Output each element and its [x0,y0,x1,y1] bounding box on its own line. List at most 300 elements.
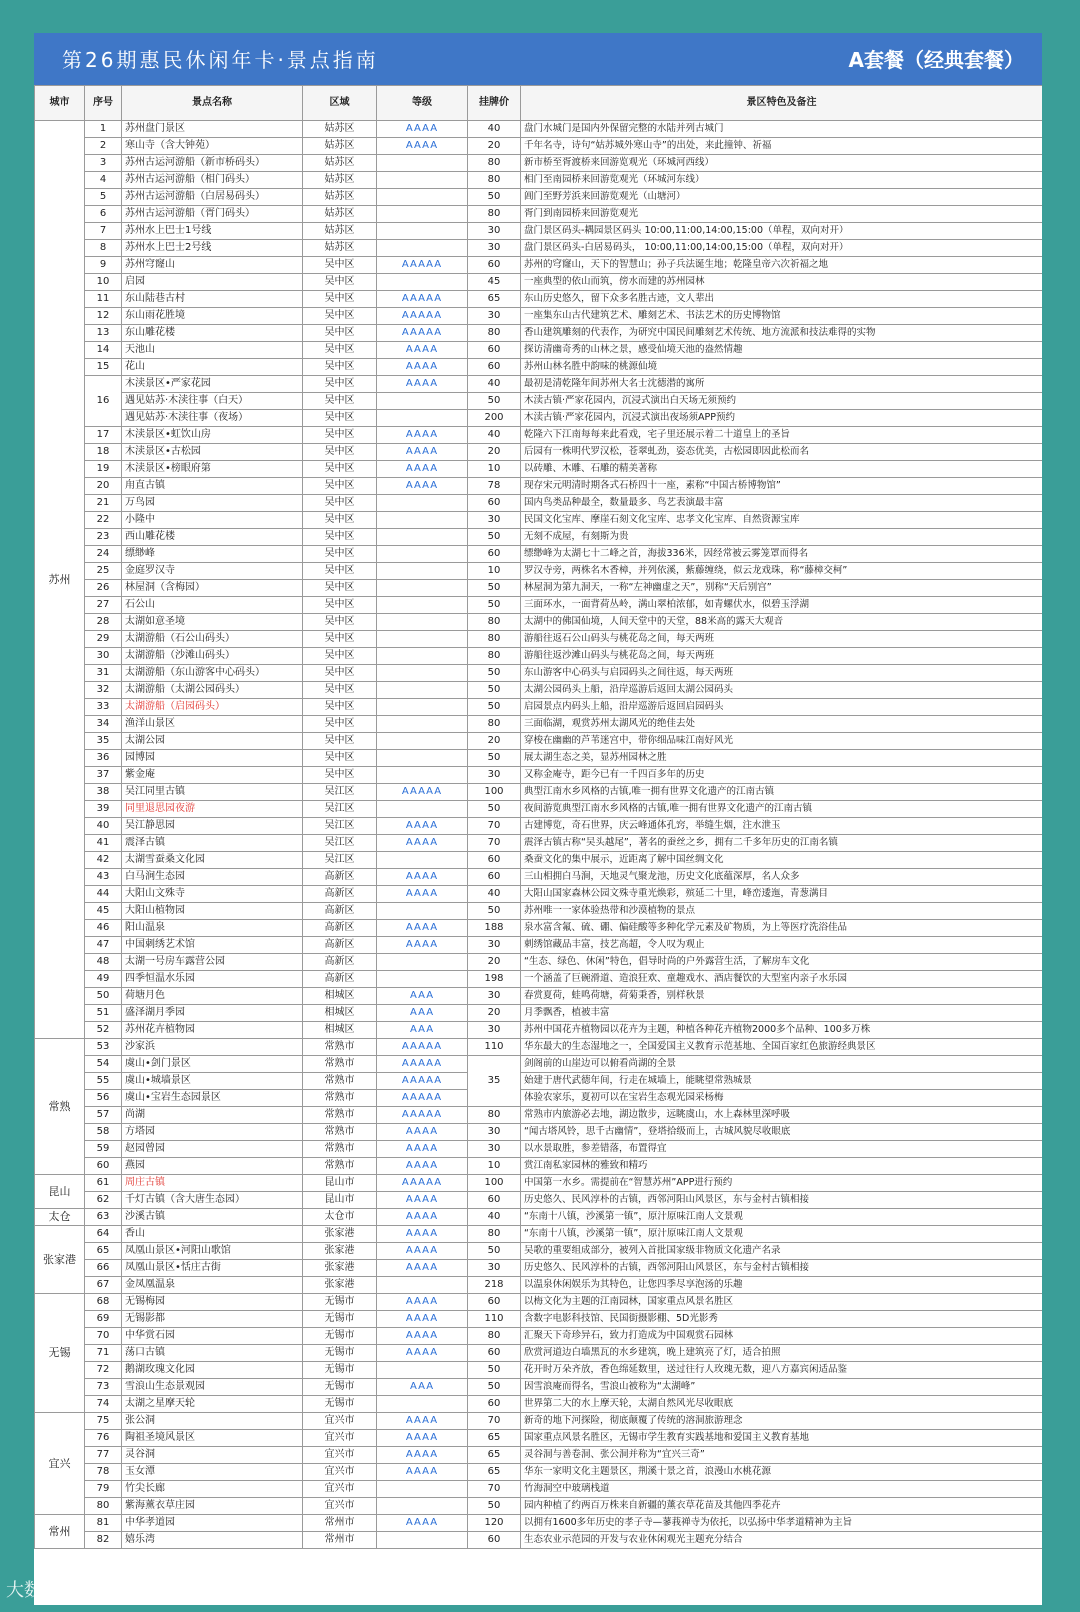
note-cell: 以拥有1600多年历史的孝子寺—蓼莪禅寺为依托，以弘扬中华孝道精神为主旨 [521,1515,1043,1532]
level-cell [377,631,468,648]
level-cell: AAAA [377,1413,468,1430]
table-row [35,1226,1043,1243]
table-row [35,784,1043,801]
table-row [35,325,1043,342]
table-row [35,1005,1043,1022]
name-cell: 东山雨花胜境 [122,308,303,325]
table-row [35,1107,1043,1124]
level-cell [377,614,468,631]
district-cell: 姑苏区 [303,155,377,172]
price-cell: 35 [468,1056,521,1107]
no-cell: 20 [85,478,122,495]
price-cell: 40 [468,886,521,903]
name-cell: 花山 [122,359,303,376]
name-cell: 盛泽湖月季园 [122,1005,303,1022]
price-cell: 30 [468,512,521,529]
level-cell [377,240,468,257]
price-cell: 80 [468,206,521,223]
district-cell: 吴中区 [303,393,377,410]
price-cell: 198 [468,971,521,988]
no-cell: 69 [85,1311,122,1328]
district-cell: 高新区 [303,920,377,937]
note-cell: 盘门景区码头-白居易码头， 10:00,11:00,14:00,15:00（单程，双向对开） [521,240,1043,257]
name-cell: 大阳山文殊寺 [122,886,303,903]
no-cell: 72 [85,1362,122,1379]
table-row [35,767,1043,784]
note-cell: 游船往返石公山码头与桃花岛之间，每天两班 [521,631,1043,648]
district-cell: 吴中区 [303,325,377,342]
district-cell: 姑苏区 [303,240,377,257]
note-cell: 世界第二大的水上摩天轮，太湖自然风光尽收眼底 [521,1396,1043,1413]
price-cell: 20 [468,444,521,461]
district-cell: 宜兴市 [303,1447,377,1464]
district-cell: 姑苏区 [303,206,377,223]
name-cell: 周庄古镇 [122,1175,303,1192]
name-cell: 东山陆巷古村 [122,291,303,308]
district-cell: 吴中区 [303,478,377,495]
price-cell: 30 [468,767,521,784]
level-cell: AAAAA [377,308,468,325]
table-row [35,1158,1043,1175]
no-cell: 65 [85,1243,122,1260]
name-cell: 中国刺绣艺术馆 [122,937,303,954]
table-row [35,308,1043,325]
price-cell: 50 [468,393,521,410]
note-cell: 一座集东山古代建筑艺术、雕刻艺术、书法艺术的历史博物馆 [521,308,1043,325]
district-cell: 吴中区 [303,665,377,682]
table-row [35,1141,1043,1158]
no-cell: 59 [85,1141,122,1158]
table-row [35,1379,1043,1396]
price-cell: 30 [468,937,521,954]
price-cell: 65 [468,1430,521,1447]
price-cell: 20 [468,1005,521,1022]
table-row [35,410,1043,427]
price-cell: 50 [468,189,521,206]
name-cell: 苏州水上巴士1号线 [122,223,303,240]
name-cell: 张公洞 [122,1413,303,1430]
guide-sheet [34,33,1042,1605]
price-cell: 80 [468,155,521,172]
no-cell: 82 [85,1532,122,1549]
no-cell: 22 [85,512,122,529]
level-cell: AAAA [377,1447,468,1464]
note-cell: 中国第一水乡。需提前在“智慧苏州”APP进行预约 [521,1175,1043,1192]
district-cell: 吴中区 [303,546,377,563]
district-cell: 无锡市 [303,1379,377,1396]
level-cell: AAAAA [377,1175,468,1192]
price-cell: 65 [468,1447,521,1464]
table-row [35,699,1043,716]
note-cell: 苏州的穹窿山，天下的智慧山；孙子兵法诞生地；乾隆皇帝六次祈福之地 [521,257,1043,274]
note-cell: 苏州山林名胜中韵味的桃源仙境 [521,359,1043,376]
no-cell: 17 [85,427,122,444]
district-cell: 高新区 [303,971,377,988]
name-cell: 苏州古运河游船（相门码头） [122,172,303,189]
level-cell: AAAA [377,1243,468,1260]
table-row [35,733,1043,750]
name-cell: 鹅湖玫瑰文化园 [122,1362,303,1379]
note-cell: 罗汉寺旁，两株名木香樟，并列依溪，紫藤缠绕，似云龙戏珠，称“藤樟交柯” [521,563,1043,580]
no-cell: 78 [85,1464,122,1481]
table-row [35,716,1043,733]
header-row [35,86,1043,121]
district-cell: 吴中区 [303,359,377,376]
table-row [35,427,1043,444]
table-row [35,274,1043,291]
table-row [35,954,1043,971]
no-cell: 16 [85,376,122,427]
level-cell: AAAA [377,1294,468,1311]
district-cell: 昆山市 [303,1175,377,1192]
no-cell: 6 [85,206,122,223]
col-no-header: 序号 [85,86,122,121]
note-cell: 新市桥至胥渡桥来回游览观光（环城河西线） [521,155,1043,172]
name-cell: 玉女潭 [122,1464,303,1481]
level-cell [377,1362,468,1379]
package-label: A套餐（经典套餐） [848,48,1024,72]
no-cell: 45 [85,903,122,920]
price-cell: 50 [468,682,521,699]
district-cell: 吴中区 [303,648,377,665]
no-cell: 58 [85,1124,122,1141]
name-cell: 千灯古镇（含大唐生态园） [122,1192,303,1209]
note-cell: 林屋洞为第九洞天，一称“左神幽虚之天”，别称“天后别宫” [521,580,1043,597]
district-cell: 吴中区 [303,563,377,580]
no-cell: 64 [85,1226,122,1243]
table-row [35,920,1043,937]
note-cell: 因雪浪庵而得名，雪浪山被称为“太湖峰” [521,1379,1043,1396]
district-cell: 无锡市 [303,1362,377,1379]
note-cell: 游船往返沙滩山码头与桃花岛之间，每天两班 [521,648,1043,665]
no-cell: 2 [85,138,122,155]
name-cell: 万鸟园 [122,495,303,512]
district-cell: 常熟市 [303,1056,377,1073]
no-cell: 39 [85,801,122,818]
district-cell: 张家港 [303,1260,377,1277]
name-cell: 园博园 [122,750,303,767]
level-cell: AAAAA [377,1056,468,1073]
table-row [35,1056,1043,1073]
table-row [35,206,1043,223]
name-cell: 吴江静思园 [122,818,303,835]
note-cell: 探访清幽奇秀的山林之景，感受仙境天池的盎然情趣 [521,342,1043,359]
level-cell [377,597,468,614]
level-cell [377,852,468,869]
no-cell: 76 [85,1430,122,1447]
note-cell: 缥缈峰为太湖七十二峰之首，海拔336米，因经常被云雾笼罩而得名 [521,546,1043,563]
price-cell: 100 [468,1175,521,1192]
no-cell: 77 [85,1447,122,1464]
price-cell: 100 [468,784,521,801]
level-cell [377,223,468,240]
table-row [35,1532,1043,1549]
level-cell: AAAA [377,1430,468,1447]
price-cell: 78 [468,478,521,495]
note-cell: 以砖雕、木雕、石雕的精美著称 [521,461,1043,478]
name-cell: 白马涧生态园 [122,869,303,886]
no-cell: 66 [85,1260,122,1277]
note-cell: 最初是清乾隆年间苏州大名士沈德潜的寓所 [521,376,1043,393]
level-cell: AAAA [377,1311,468,1328]
name-cell: 虞山•宝岩生态园景区 [122,1090,303,1107]
no-cell: 54 [85,1056,122,1073]
table-row [35,818,1043,835]
table-row [35,512,1043,529]
level-cell [377,529,468,546]
note-cell: 大阳山国家森林公园文殊寺重光焕彩，殡延二十里，峰峦逶迤，青葱满目 [521,886,1043,903]
district-cell: 宜兴市 [303,1413,377,1430]
level-cell: AAAA [377,376,468,393]
district-cell: 无锡市 [303,1345,377,1362]
no-cell: 31 [85,665,122,682]
no-cell: 41 [85,835,122,852]
district-cell: 吴中区 [303,291,377,308]
district-cell: 常熟市 [303,1073,377,1090]
level-cell [377,750,468,767]
no-cell: 36 [85,750,122,767]
table-body [35,121,1043,1549]
price-cell: 70 [468,1413,521,1430]
name-cell: 太湖公园 [122,733,303,750]
name-cell: 吴江同里古镇 [122,784,303,801]
note-cell: “东南十八镇，沙溪第一镇”，原汁原味江南人文景观 [521,1226,1043,1243]
name-cell: 东山雕花楼 [122,325,303,342]
name-cell: 中华孝道园 [122,1515,303,1532]
no-cell: 15 [85,359,122,376]
price-cell: 218 [468,1277,521,1294]
price-cell: 50 [468,699,521,716]
name-cell: 虞山•城墙景区 [122,1073,303,1090]
price-cell: 50 [468,750,521,767]
note-cell: 苏州唯一一家体验热带和沙漠植物的景点 [521,903,1043,920]
name-cell: 太湖游船（启园码头） [122,699,303,716]
table-row [35,852,1043,869]
district-cell: 宜兴市 [303,1464,377,1481]
name-cell: 苏州水上巴士2号线 [122,240,303,257]
note-cell: “闻古塔风铃，思千古幽情”，登塔拾级而上，古城风貌尽收眼底 [521,1124,1043,1141]
note-cell: 乾隆六下江南每每来此看戏，宅子里还展示着二十道皇上的圣旨 [521,427,1043,444]
level-cell: AAAA [377,461,468,478]
name-cell: 苏州盘门景区 [122,121,303,138]
district-cell: 高新区 [303,937,377,954]
table-row [35,189,1043,206]
price-cell: 60 [468,495,521,512]
district-cell: 常州市 [303,1532,377,1549]
district-cell: 吴中区 [303,580,377,597]
note-cell: “生态、绿色、休闲”特色，倡导时尚的户外露营生活，了解房车文化 [521,954,1043,971]
level-cell: AAAA [377,1209,468,1226]
no-cell: 10 [85,274,122,291]
price-cell: 60 [468,1396,521,1413]
note-cell: 以水景取胜，参差错落，布置得宜 [521,1141,1043,1158]
price-cell: 65 [468,291,521,308]
district-cell: 吴中区 [303,733,377,750]
level-cell: AAAA [377,869,468,886]
note-cell: 展太湖生态之美，显苏州园林之胜 [521,750,1043,767]
name-cell: 西山雕花楼 [122,529,303,546]
table-row [35,1090,1043,1107]
level-cell [377,1277,468,1294]
level-cell: AAAA [377,886,468,903]
no-cell: 13 [85,325,122,342]
district-cell: 吴中区 [303,682,377,699]
note-cell: 胥门到南园桥来回游览观光 [521,206,1043,223]
name-cell: 木渎景区•古松园 [122,444,303,461]
note-cell: 后园有一株明代罗汉松，苍翠虬劲，姿态优美，古松园即因此松而名 [521,444,1043,461]
city-cell: 无锡 [35,1294,85,1413]
district-cell: 高新区 [303,869,377,886]
price-cell: 20 [468,138,521,155]
district-cell: 吴中区 [303,308,377,325]
note-cell: 三面环水，一面背荷丛岭，满山翠柏浓郁，如青螺伏水，似碧玉浮湖 [521,597,1043,614]
district-cell: 张家港 [303,1243,377,1260]
name-cell: 灵谷洞 [122,1447,303,1464]
no-cell: 34 [85,716,122,733]
name-cell: 同里退思园夜游 [122,801,303,818]
no-cell: 42 [85,852,122,869]
note-cell: 常熟市内旅游必去地，湖边散步，远眺虞山，水上森林里深呼吸 [521,1107,1043,1124]
name-cell: 太湖游船（石公山码头） [122,631,303,648]
table-row [35,648,1043,665]
note-cell: 历史悠久、民风淳朴的古镇，西邻河阳山风景区，东与金村古镇相接 [521,1192,1043,1209]
no-cell: 32 [85,682,122,699]
price-cell: 20 [468,733,521,750]
price-cell: 30 [468,240,521,257]
no-cell: 19 [85,461,122,478]
district-cell: 吴中区 [303,410,377,427]
col-level-header: 等级 [377,86,468,121]
table-row [35,1039,1043,1056]
note-cell: 一个涵盖了巨碗滑道、造浪狂欢、童趣戏水、酒店餐饮的大型室内亲子水乐园 [521,971,1043,988]
note-cell: 灵谷洞与善卷洞、张公洞并称为“宜兴三奇” [521,1447,1043,1464]
table-row [35,665,1043,682]
district-cell: 吴中区 [303,614,377,631]
price-cell: 80 [468,631,521,648]
price-cell: 10 [468,461,521,478]
price-cell: 50 [468,529,521,546]
table-row [35,1498,1043,1515]
table-row [35,155,1043,172]
table-row [35,1396,1043,1413]
name-cell: 陶祖圣境风景区 [122,1430,303,1447]
table-row [35,1345,1043,1362]
no-cell: 30 [85,648,122,665]
no-cell: 33 [85,699,122,716]
price-cell: 50 [468,903,521,920]
name-cell: 荡口古镇 [122,1345,303,1362]
price-cell: 30 [468,223,521,240]
district-cell: 张家港 [303,1277,377,1294]
table-row [35,597,1043,614]
level-cell: AAAA [377,1141,468,1158]
no-cell: 23 [85,529,122,546]
attractions-table [34,85,1042,1549]
level-cell: AAAA [377,1158,468,1175]
note-cell: 华东最大的生态湿地之一，全国爱国主义教育示范基地、全国百家红色旅游经典景区 [521,1039,1043,1056]
level-cell: AAAA [377,1464,468,1481]
level-cell: AAAA [377,478,468,495]
name-cell: 苏州花卉植物园 [122,1022,303,1039]
note-cell: 木渎古镇·严家花园内，沉浸式演出白天场无须预约 [521,393,1043,410]
name-cell: 太湖一号房车露营公园 [122,954,303,971]
level-cell: AAAA [377,1226,468,1243]
price-cell: 45 [468,274,521,291]
note-cell: 华东一家明文化主题景区，荆溪十景之首，浪漫山水桃花源 [521,1464,1043,1481]
price-cell: 20 [468,954,521,971]
note-cell: 历史悠久、民风淳朴的古镇，西邻河阳山风景区，东与金村古镇相接 [521,1260,1043,1277]
note-cell: 体验农家乐，夏初可以在宝岩生态观光园采杨梅 [521,1090,1043,1107]
no-cell: 24 [85,546,122,563]
name-cell: 紫海薰衣草庄园 [122,1498,303,1515]
district-cell: 常熟市 [303,1158,377,1175]
price-cell: 30 [468,1022,521,1039]
name-cell: 震泽古镇 [122,835,303,852]
level-cell: AAAAA [377,784,468,801]
name-cell: 燕园 [122,1158,303,1175]
district-cell: 吴中区 [303,512,377,529]
table-row [35,1175,1043,1192]
level-cell: AAAAA [377,1073,468,1090]
name-cell: 太湖雪蚕桑文化园 [122,852,303,869]
price-cell: 10 [468,563,521,580]
level-cell [377,563,468,580]
no-cell: 21 [85,495,122,512]
no-cell: 81 [85,1515,122,1532]
note-cell: 国内鸟类品种最全，数量最多、鸟艺表演最丰富 [521,495,1043,512]
table-row [35,1260,1043,1277]
no-cell: 68 [85,1294,122,1311]
table-row [35,580,1043,597]
price-cell: 60 [468,342,521,359]
note-cell: 赏江南私家园林的雅致和精巧 [521,1158,1043,1175]
district-cell: 吴中区 [303,274,377,291]
table-row [35,495,1043,512]
name-cell: 太湖如意圣境 [122,614,303,631]
name-cell: 苏州古运河游船（白居易码头） [122,189,303,206]
note-cell: 古建博览，奇石世界，庆云峰通体孔窍，举缝生烟，注水泄玉 [521,818,1043,835]
price-cell: 50 [468,1379,521,1396]
city-cell: 常州 [35,1515,85,1549]
table-row [35,1277,1043,1294]
col-district-header: 区域 [303,86,377,121]
name-cell: 四季恒温水乐园 [122,971,303,988]
note-cell: 吴歌的重要组成部分，被列入首批国家级非物质文化遗产名录 [521,1243,1043,1260]
district-cell: 无锡市 [303,1328,377,1345]
table-row [35,835,1043,852]
district-cell: 吴中区 [303,461,377,478]
table-row [35,342,1043,359]
district-cell: 无锡市 [303,1311,377,1328]
table-row [35,1209,1043,1226]
name-cell: 沙溪古镇 [122,1209,303,1226]
price-cell: 40 [468,1209,521,1226]
table-row [35,376,1043,393]
district-cell: 吴中区 [303,427,377,444]
table-row [35,1515,1043,1532]
level-cell: AAA [377,1379,468,1396]
name-cell: 赵园曾园 [122,1141,303,1158]
table-row [35,631,1043,648]
name-cell: 虞山•剑门景区 [122,1056,303,1073]
district-cell: 宜兴市 [303,1481,377,1498]
note-cell: 香山建筑雕刻的代表作，为研究中国民间雕刻艺术传统、地方流派和技法难得的实物 [521,325,1043,342]
district-cell: 吴中区 [303,257,377,274]
table-row [35,903,1043,920]
district-cell: 宜兴市 [303,1430,377,1447]
price-cell: 80 [468,1328,521,1345]
district-cell: 常熟市 [303,1090,377,1107]
